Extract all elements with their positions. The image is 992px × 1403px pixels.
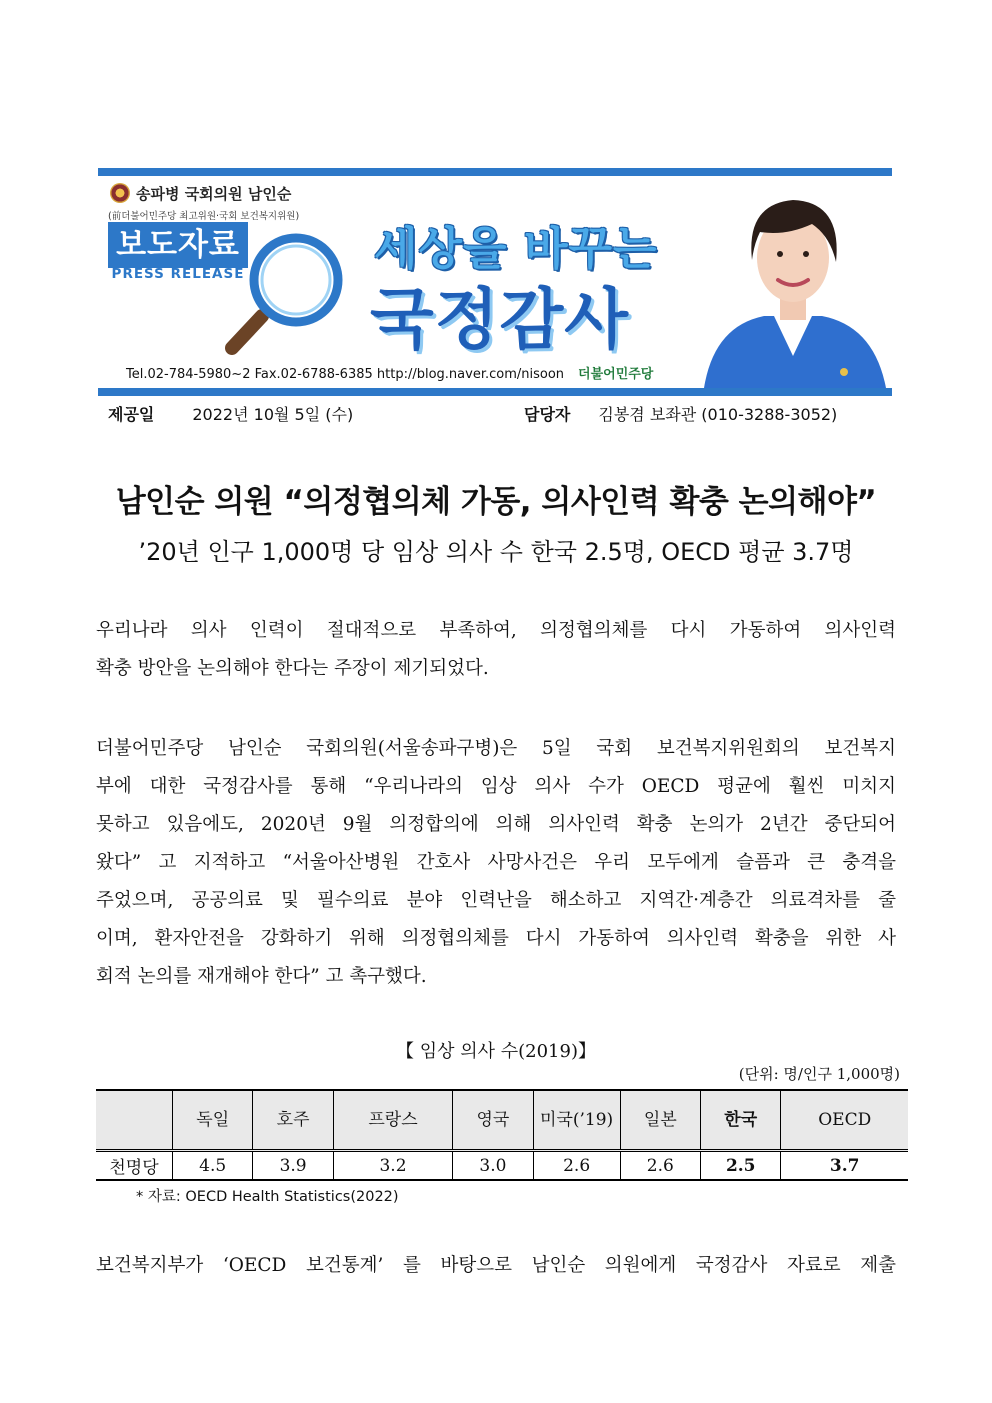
table-cell: 4.5 bbox=[173, 1151, 253, 1181]
table-source: * 자료: OECD Health Statistics(2022) bbox=[136, 1189, 399, 1205]
contact-person-label: 담당자 bbox=[524, 405, 571, 424]
paragraph-line: 이며, 환자안전을 강화하기 위해 의정협의체를 다시 가동하여 의사인력 확충을 위한 사 bbox=[96, 928, 896, 949]
contact-person bbox=[524, 402, 837, 425]
banner-bottom-bar bbox=[98, 388, 892, 396]
paragraph-line: 못하고 있음에도, 2020년 9월 의정합의에 의해 의사인력 확충 논의가 2년간 중단되어 bbox=[96, 814, 896, 835]
column-header: 독일 bbox=[173, 1090, 253, 1151]
paragraph-line: 더불어민주당 남인순 국회의원(서울송파구병)은 5일 국회 보건복지위원회의 보건복지 bbox=[96, 738, 896, 759]
release-date bbox=[108, 402, 353, 425]
table-cell: 3.9 bbox=[253, 1151, 333, 1181]
paragraph-3 bbox=[96, 1247, 896, 1285]
press-release-title: 보도자료 bbox=[108, 222, 248, 268]
table-title: 【 임상 의사 수(2019)】 bbox=[396, 1041, 596, 1062]
contact-person-value: 김봉겸 보좌관 (010-3288-3052) bbox=[598, 405, 838, 424]
column-header: 미국(’19) bbox=[533, 1090, 620, 1151]
column-header: 일본 bbox=[620, 1090, 700, 1151]
table-cell: 3.7 bbox=[781, 1151, 908, 1181]
article-subtitle: ’20년 인구 1,000명 당 임상 의사 수 한국 2.5명, OECD 평균 3.7명 bbox=[138, 538, 854, 566]
party-name: 더불어민주당 bbox=[578, 367, 654, 382]
column-header: 영국 bbox=[453, 1090, 533, 1151]
table-cell: 2.5 bbox=[701, 1151, 781, 1181]
table-corner-cell bbox=[96, 1090, 173, 1151]
paragraph-line: 보건복지부가 ‘OECD 보건통계’ 를 바탕으로 남인순 의원에게 국정감사 자료로 제출 bbox=[96, 1255, 896, 1276]
magnifier-icon bbox=[222, 228, 352, 358]
doctors-per-1000-table bbox=[96, 1089, 908, 1181]
headline-top: 세상을 바꾸는 bbox=[374, 222, 658, 275]
paragraph-line: 주었으며, 공공의료 및 필수의료 분야 인력난을 해소하고 지역간·계층간 의료격차를 줄 bbox=[96, 890, 896, 911]
paragraph-2 bbox=[96, 730, 896, 996]
paragraph-line: 부에 대한 국정감사를 통해 “우리나라의 임상 의사 수가 OECD 평균에 훨씬 미치지 bbox=[96, 776, 896, 797]
table-row bbox=[96, 1151, 908, 1181]
release-date-value: 2022년 10월 5일 (수) bbox=[192, 405, 354, 424]
paragraph-line: 확충 방안을 논의해야 한다는 주장이 제기되었다. bbox=[96, 658, 489, 679]
member-portrait bbox=[694, 176, 892, 388]
table-unit: (단위: 명/인구 1,000명) bbox=[738, 1065, 900, 1083]
release-date-label: 제공일 bbox=[108, 405, 155, 424]
table-cell: 2.6 bbox=[620, 1151, 700, 1181]
column-header: 프랑스 bbox=[333, 1090, 452, 1151]
national-assembly-seal-icon bbox=[110, 183, 130, 203]
row-header: 천명당 bbox=[96, 1151, 173, 1181]
paragraph-1 bbox=[96, 612, 896, 688]
table-cell: 3.0 bbox=[453, 1151, 533, 1181]
member-name: 송파병 국회의원 남인순 bbox=[136, 185, 292, 203]
column-header: 한국 bbox=[701, 1090, 781, 1151]
contact-info: Tel.02-784-5980~2 Fax.02-6788-6385 http://blog.naver.com/nisoon bbox=[126, 367, 565, 382]
column-header: OECD bbox=[781, 1090, 908, 1151]
table-header-row bbox=[96, 1090, 908, 1151]
paragraph-line: 우리나라 의사 인력이 절대적으로 부족하여, 의정협의체를 다시 가동하여 의사인력 bbox=[96, 620, 896, 641]
headline-main: 국정감사 bbox=[370, 281, 630, 358]
paragraph-line: 회적 논의를 재개해야 한다” 고 촉구했다. bbox=[96, 966, 427, 987]
contact-line bbox=[126, 363, 653, 382]
banner-top-bar bbox=[98, 168, 892, 176]
column-header: 호주 bbox=[253, 1090, 333, 1151]
press-release-subtitle: PRESS RELEASE bbox=[111, 266, 245, 282]
member-subtitle: (前더불어민주당 최고위원·국회 보건복지위원) bbox=[108, 211, 300, 222]
paragraph-line: 왔다” 고 지적하고 “서울아산병원 간호사 사망사건은 우리 모두에게 슬픔과 큰 충격을 bbox=[96, 852, 896, 873]
article-title: 남인순 의원 “의정협의체 가동, 의사인력 확충 논의해야” bbox=[115, 484, 877, 520]
table-cell: 2.6 bbox=[533, 1151, 620, 1181]
press-banner bbox=[98, 168, 892, 396]
table-cell: 3.2 bbox=[333, 1151, 452, 1181]
